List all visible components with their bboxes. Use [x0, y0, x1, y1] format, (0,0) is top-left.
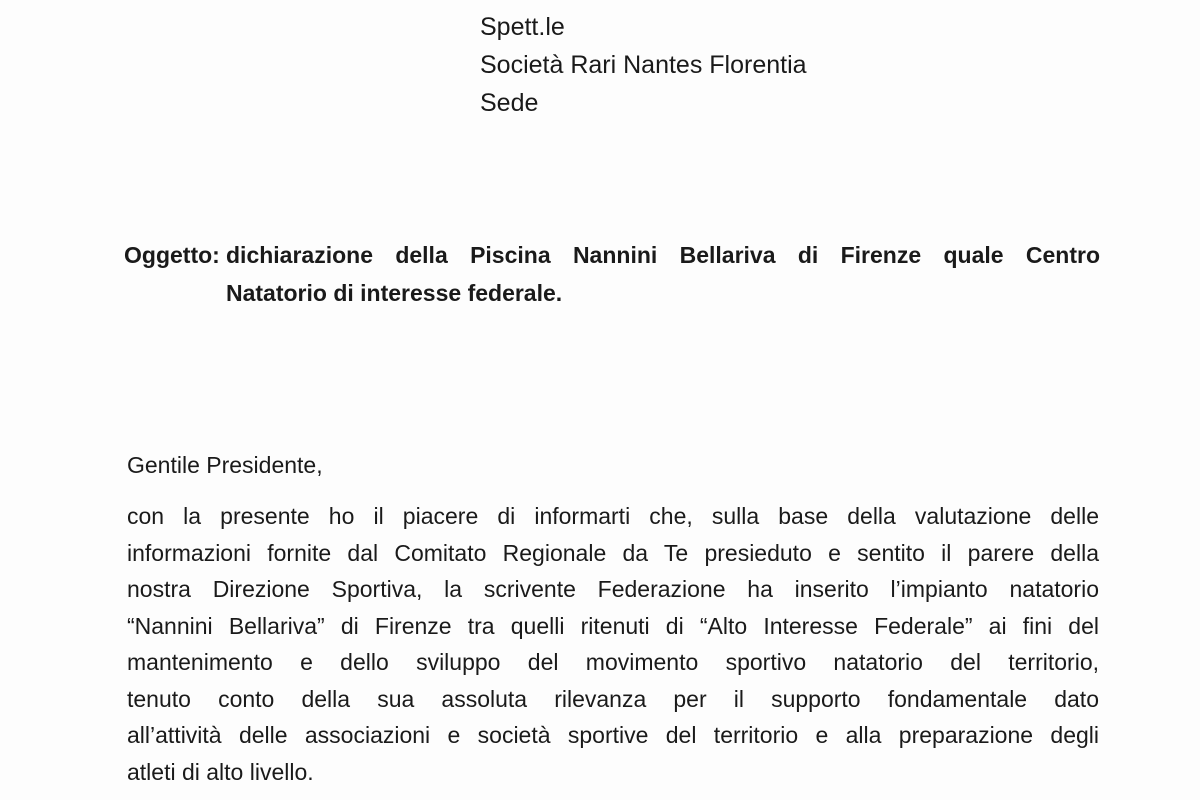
addressee-line-company: Società Rari Nantes Florentia [480, 51, 807, 79]
addressee-block [480, 8, 807, 122]
body-line: informazioni fornite dal Comitato Regionale da Te presieduto e sentito il parere della [127, 539, 1099, 566]
subject-label: Oggetto: [124, 242, 220, 268]
addressee-line-salutation: Spett.le [480, 13, 565, 41]
body-line: “Nannini Bellariva” di Firenze tra quelli ritenuti di “Alto Interesse Federale” ai fini del [127, 612, 1099, 639]
subject-block [124, 236, 1100, 312]
subject-text-line-1: dichiarazione della Piscina Nannini Bellariva di Firenze quale Centro [226, 242, 1100, 268]
body-line: tenuto conto della sua assoluta rilevanza per il supporto fondamentale dato [127, 685, 1099, 712]
body-line: all’attività delle associazioni e società sportive del territorio e alla preparazione degli [127, 722, 1099, 748]
subject-text-line-2: Natatorio di interesse federale. [226, 280, 563, 306]
salutation: Gentile Presidente, [127, 452, 323, 478]
body-line: con la presente ho il piacere di informarti che, sulla base della valutazione delle [127, 503, 1099, 529]
body-line: mantenimento e dello sviluppo del movimento sportivo natatorio del territorio, [127, 649, 1099, 675]
subject-row [124, 236, 1100, 274]
body-line: nostra Direzione Sportiva, la scrivente Federazione ha inserito l’impianto natatorio [127, 576, 1099, 602]
body-line: atleti di alto livello. [127, 758, 314, 785]
addressee-line-location: Sede [480, 89, 539, 117]
letter-body [127, 498, 1099, 790]
